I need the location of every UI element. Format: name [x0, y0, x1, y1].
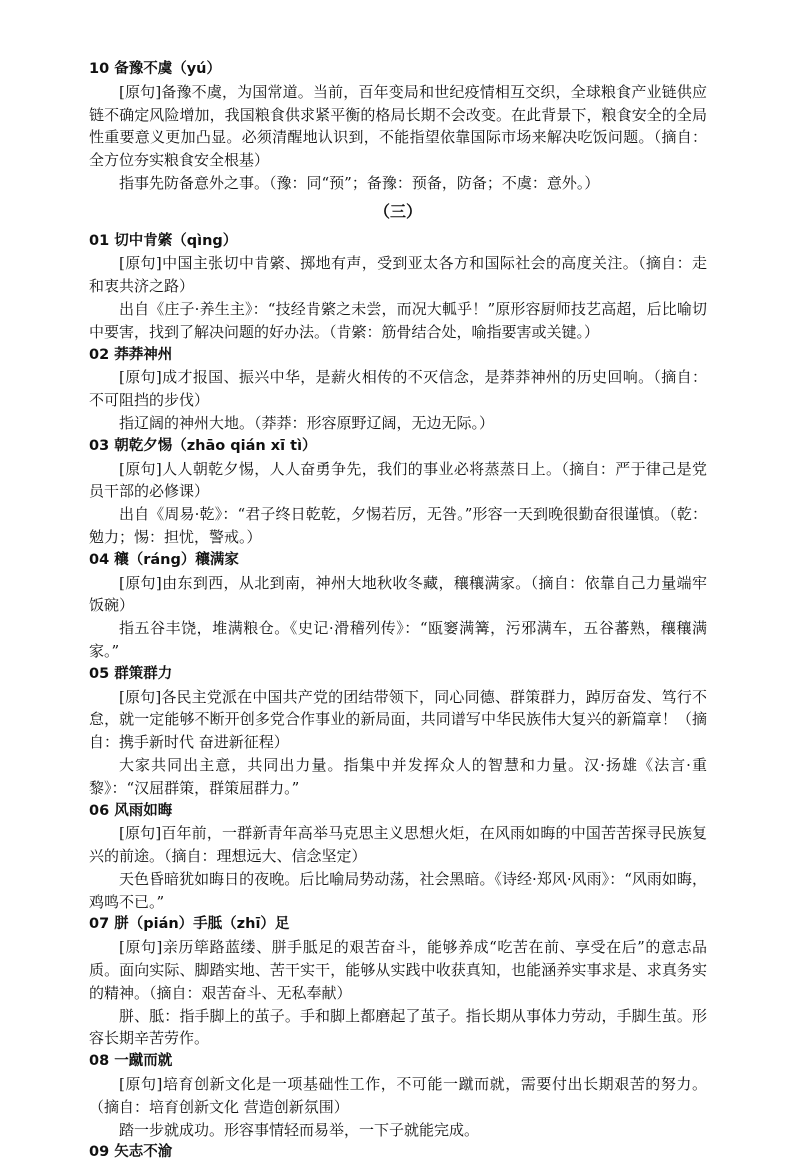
entry-paragraph: 天色昏暗犹如晦日的夜晚。后比喻局势动荡，社会黑暗。《诗经·郑风·风雨》：“风雨如晦，鸡鸣不已。” — [89, 869, 707, 911]
entry-paragraph: [原句]培育创新文化是一项基础性工作，不可能一蹴而就，需要付出长期艰苦的努力。（摘自：培育创新文化 营造创新氛围） — [89, 1075, 707, 1116]
entry-title: 07 胼（pián）手胝（zhī）足 — [89, 916, 290, 933]
entry-title: 08 一蹴而就 — [89, 1053, 173, 1070]
entry-paragraph: 出自《周易·乾》：“君子终日乾乾，夕惕若厉，无咎。”形容一天到晚很勤奋很谨慎。（乾：勉力；惕：担忧，警戒。） — [89, 505, 707, 546]
entry-paragraph: 踏一步就成功。形容事情轻而易举，一下子就能完成。 — [119, 1120, 480, 1139]
entry-paragraph: [原句]人人朝乾夕惕，人人奋勇争先，我们的事业必将蒸蒸日上。（摘自：严于律己是党员干部的必修课） — [89, 459, 707, 501]
entry-10 — [89, 58, 707, 195]
entry-title: 03 朝乾夕惕（zhāo qián xī tì） — [89, 437, 317, 454]
entry-paragraph: 指五谷丰饶，堆满粮仓。《史记·滑稽列传》：“瓯窭满篝，污邪满车，五谷蕃熟，穰穰满家。” — [89, 619, 707, 660]
entry-title: 10 备豫不虞（yú） — [89, 61, 222, 77]
entry-paragraph: [原句]由东到西，从北到南，神州大地秋收冬藏，穰穰满家。（摘自：依靠自己力量端牢饭碗） — [89, 573, 707, 615]
entry-07 — [89, 913, 707, 1050]
entry-paragraph: 指事先防备意外之事。（豫：同“预”；备豫：预备，防备；不虞：意外。） — [119, 173, 600, 192]
entry-title: 09 矢志不渝 — [89, 1144, 173, 1161]
entry-paragraph: 出自《庄子·养生主》：“技经肯綮之未尝，而况大軱乎！”原形容厨师技艺高超，后比喻切中要害，找到了解决问题的好办法。（肯綮：筋骨结合处，喻指要害或关键。） — [89, 299, 707, 341]
entry-paragraph: 指辽阔的神州大地。（莽莽：形容原野辽阔，无边无际。） — [119, 413, 495, 432]
entry-paragraph: [原句]中国主张切中肯綮、掷地有声，受到亚太各方和国际社会的高度关注。（摘自：走和衷共济之路） — [89, 254, 707, 296]
entry-05 — [89, 663, 707, 800]
entry-09 — [89, 1141, 707, 1164]
entry-title: 01 切中肯綮（qìng） — [89, 232, 238, 249]
section-heading: （三） — [373, 201, 422, 221]
entry-paragraph: 胼、胝：指手脚上的茧子。手和脚上都磨起了茧子。指长期从事体力劳动，手脚生茧。形容长期辛苦劳作。 — [89, 1006, 707, 1048]
entry-paragraph: [原句]百年前，一群新青年高举马克思主义思想火炬，在风雨如晦的中国苦苦探寻民族复兴的前途。（摘自：理想远大、信念坚定） — [89, 824, 707, 866]
entry-paragraph: [原句]备豫不虞，为国常道。当前，百年变局和世纪疫情相互交织，全球粮食产业链供应链不确定风险增加，我国粮食供求紧平衡的格局长期不会改变。在此背景下，粮食安全的全局性重要意义更加凸显。必须清醒地认识到，不能指望依靠国际市场来解决吃饭问题。（摘自：全方位夯实粮食安全根基） — [89, 82, 707, 170]
entry-title: 04 穰（ráng）穰满家 — [89, 551, 239, 568]
entry-title: 06 风雨如晦 — [89, 802, 173, 819]
entry-02 — [89, 344, 707, 435]
entry-paragraph: 大家共同出主意，共同出力量。指集中并发挥众人的智慧和力量。汉·扬雄《法言·重黎》：“汉屈群策，群策屈群力。” — [89, 755, 707, 797]
entry-03 — [89, 435, 707, 549]
entry-06 — [89, 800, 707, 914]
entry-paragraph: [原句]各民主党派在中国共产党的团结带领下，同心同德、群策群力，踔厉奋发、笃行不怠，就一定能够不断开创多党合作事业的新局面，共同谱写中华民族伟大复兴的新篇章！（摘自：携手新时代 奋进新征程） — [89, 687, 707, 752]
entry-paragraph: [原句]成才报国、振兴中华，是薪火相传的不灭信念，是莽莽神州的历史回响。（摘自：不可阻挡的步伐） — [89, 368, 707, 410]
entry-paragraph: [原句]亲历筚路蓝缕、胼手胝足的艰苦奋斗，能够养成“吃苦在前、享受在后”的意志品质。面向实际、脚踏实地、苦干实干，能够从实践中收获真知，也能涵养实事求是、求真务实的精神。（摘自：艰苦奋斗、无私奉献） — [89, 938, 707, 1002]
entry-01 — [89, 230, 707, 344]
entry-04 — [89, 549, 707, 663]
entry-title: 05 群策群力 — [89, 665, 173, 682]
entry-08 — [89, 1050, 707, 1141]
entry-title: 02 莽莽神州 — [89, 346, 173, 363]
document-page — [89, 58, 707, 1164]
